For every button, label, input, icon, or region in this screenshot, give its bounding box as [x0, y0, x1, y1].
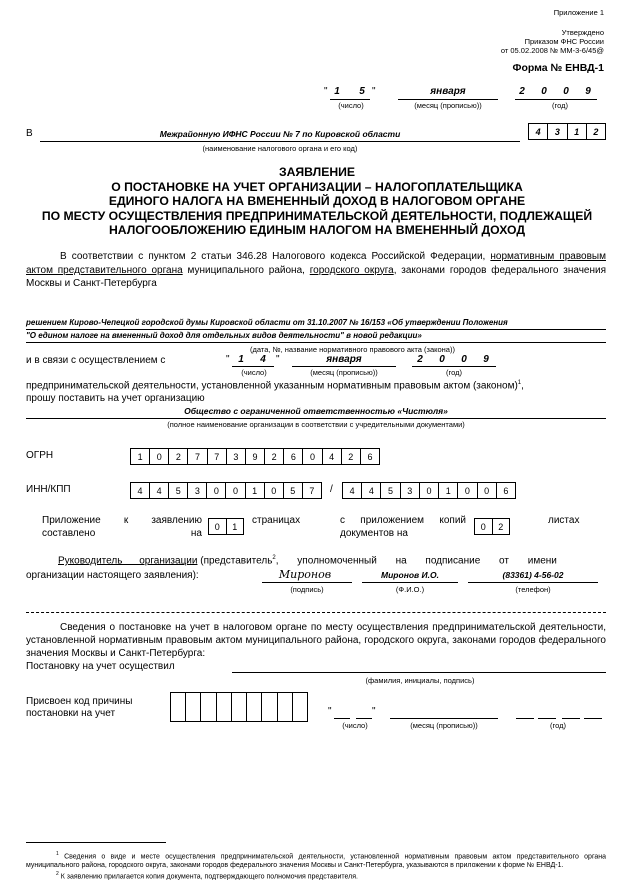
tax-organ-code: 4 3 1 2 [528, 123, 606, 140]
signature-handwritten: Миронов [278, 568, 332, 581]
intro-paragraph: В соответствии с пунктом 2 статьи 346.28 Налогового кодекса Российской Федерации, нормативным правовым актом представительного органа муниципального района, городского округа, законами городов федерального значения Москвы и Санкт-Петербурга [26, 251, 606, 289]
signatory-fio: Миронов И.О. [381, 570, 439, 580]
kpp-code-field[interactable] [170, 692, 308, 722]
approved-label: Утверждено [561, 28, 604, 37]
inn-field[interactable]: 4 4 5 3 0 0 1 0 5 7 [130, 482, 322, 499]
document-title: ЗАЯВЛЕНИЕ О ПОСТАНОВКЕ НА УЧЕТ ОРГАНИЗАЦИИ – НАЛОГОПЛАТЕЛЬЩИКА ЕДИНОГО НАЛОГА НА ВМЕНЕННЫЙ ДОХОД В НАЛОГОВОМ ОРГАНЕ ПО МЕСТУ ОСУЩЕСТВЛЕНИЯ ПРЕДПРИНИМАТЕЛЬСКОЙ ДЕЯТЕЛЬНОСТИ, ПОДЛЕЖАЩЕЙ НАЛОГООБЛОЖЕНИЮ ЕДИНЫМ НАЛОГОМ НА ВМЕНЕННЫЙ ДОХОД [41, 165, 593, 237]
registration-info: Сведения о постановке на учет в налоговом органе по месту осуществления предпринимательской деятельности, установленной нормативным правовым актом муниципального района, городского округа, законами городов федерального значения Москвы и Санкт-Петербурга: [26, 622, 606, 659]
date-day-2: 5 [359, 86, 365, 97]
appendix-label: Приложение 1 [553, 8, 604, 17]
tax-organ-name: Межрайонную ИФНС России № 7 по Кировской области [159, 129, 401, 139]
date-day-1: 1 [334, 86, 340, 97]
organization-name: Общество с ограниченной ответственностью «Чистюля» [184, 406, 448, 416]
footnote-2: $^2$ К заявлению прилагается копия документа, подтверждающего полномочия представителя. [56, 871, 358, 881]
signatory-line: Руководитель организации (представитель$^2$, уполномоченный на подписание от имени [58, 555, 557, 567]
sheets-count-field[interactable]: 0 2 [474, 518, 510, 535]
signatory-phone: (83361) 4-56-02 [502, 570, 564, 580]
ogrn-field[interactable]: 1 0 2 7 7 3 9 2 6 0 4 2 6 [130, 448, 380, 465]
kpp-field[interactable]: 4 4 5 3 0 1 0 0 6 [342, 482, 516, 499]
inn-kpp-label: ИНН/КПП [26, 484, 71, 495]
approved-order: от 05.02.2008 № ММ-3-6/45@ [500, 46, 604, 55]
footnote-1: $^1$ Сведения о виде и месте осуществления предпринимательской деятельности, установленной нормативным правовым актом представительного органа муниципального района, городского округа, законами городов федерального значения Москвы и Санкт-Петербурга, указываются в приложении к форме № ЕНВД-1. [26, 851, 606, 870]
date-month: января [430, 86, 466, 97]
pages-count-field[interactable]: 0 1 [208, 518, 244, 535]
approved-by: Приказом ФНС России [524, 37, 604, 46]
cut-line [26, 612, 606, 613]
legal-act-line2: "О едином налоге на вмененный доход для отдельных видов деятельности" в новой редакции» [26, 331, 422, 340]
document-page: Приложение 1 Утверждено Приказом ФНС России от 05.02.2008 № ММ-3-6/45@ Форма № ЕНВД-1 " 1 5 " января 2 0 0 9 (число) (месяц (прописью)) (год) В Межрайонную ИФНС России № 7 по Кировской области (наименование налогового органа и его код) 4 3 1 2 ЗАЯВЛЕНИЕ О ПОСТАНОВКЕ НА УЧЕТ ОРГАНИЗАЦИИ – НАЛОГОПЛАТЕЛЬЩИКА ЕДИНОГО НАЛОГА НА ВМЕНЕННЫЙ ДОХОД В НАЛОГОВОМ ОРГАНЕ ПО МЕСТУ ОСУЩЕСТВЛЕНИЯ ПРЕДПРИНИМАТЕЛЬСКОЙ ДЕЯТЕЛЬНОСТИ, ПОДЛЕЖАЩЕЙ НАЛОГООБЛОЖЕНИЮ ЕДИНЫМ НАЛОГОМ НА ВМЕНЕННЫЙ ДОХОД В соответствии с пунктом 2 статьи 346.28 Налогового кодекса Российской Федерации, нормативным правовым актом представительного органа муниципального района, городского округа, законами городов федерального значения Москвы и Санкт-Петербурга решением Кирово-Чепецкой городской думы Кировской области от 31.10.2007 № 16/153 «Об утверждении Положения "О едином налоге на вмененный доход для отдельных видов деятельности" в новой редакции» (дата, №, название нормативного правового акта (закона)) и в связи с осуществлением с " 1 4 " января 2 0 0 9 (число) (месяц (прописью)) (год) предпринимательской деятельности, установленной указанным нормативным правовым актом (законом)$^1$, прошу поставить на учет организацию Общество с ограниченной ответственностью «Чистюля» (полное наименование организации в соответствии с учредительными документами) ОГРН 1 0 2 7 7 3 9 2 6 0 4 2 6 ИНН/КПП 4 4 5 3 0 0 1 0 5 7 / 4 4 5 3 0 1 0 0 6 Приложение к заявлению составлено на 0 1 страницах с приложением копий документов на 0 2 листах Руководитель организации (представитель$^2$, уполномоченный на подписание от имени организации настоящего заявления): Миронов Миронов И.О. (83361) 4-56-02 (подпись) (Ф.И.О.) (телефон) Сведения о постановке на учет в налоговом органе по месту осуществления предпринимательской деятельности, установленной нормативным правовым актом муниципального района, городского округа, законами городов федерального значения Москвы и Санкт-Петербурга: Постановку на учет осуществил (фамилия, инициалы, подпись) Присвоен код причины постановки на учет " " (число) (месяц (прописью)) (год) $^1$ Сведения о виде и месте осуществления предпринимательской деятельности, установленной нормативным правовым актом представительного органа муниципального района, городского округа, законами городов федерального значения Москвы и Санкт-Петербурга, указываются в приложении к форме № ЕНВД-1. $^2$ К заявлению прилагается копия документа, подтверждающего полномочия представителя. [0, 0, 634, 888]
ogrn-label: ОГРН [26, 450, 54, 461]
form-number: Форма № ЕНВД-1 [512, 62, 604, 74]
legal-act-line1: решением Кирово-Чепецкой городской думы Кировской области от 31.10.2007 № 16/153 «Об утверждении Положения [26, 318, 508, 327]
